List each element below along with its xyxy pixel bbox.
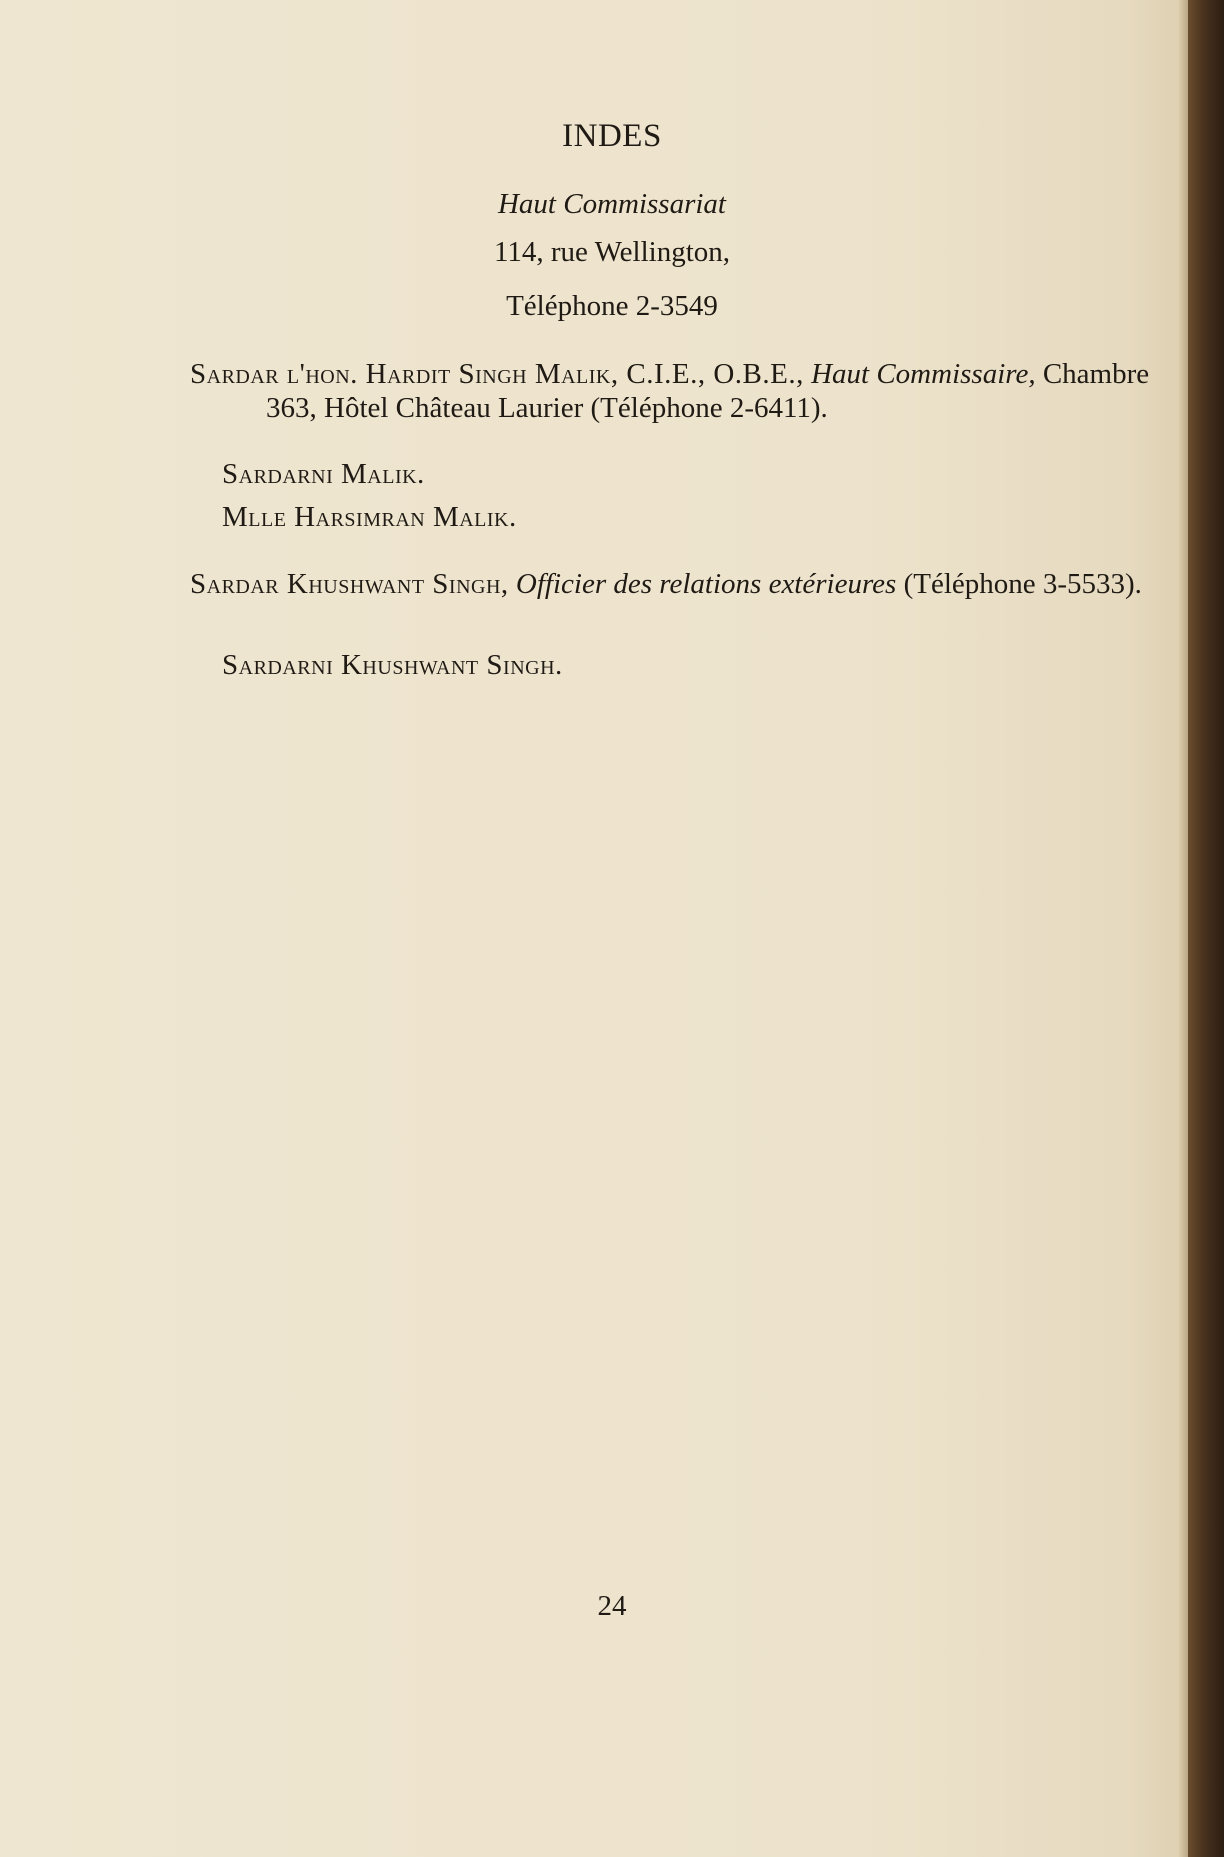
office-title: Haut Commissariat — [497, 188, 726, 220]
entry-harsimran-malik — [222, 500, 1127, 534]
entry-details: Chambre 363, Hôtel Château Laurier (Téléphone 2-6411). — [266, 358, 1150, 424]
entry-name: Sardarni Malik. — [222, 458, 425, 490]
entry-name: Sardarni Khushwant Singh. — [222, 649, 563, 681]
entry-role: Officier des relations extérieures — [515, 568, 897, 600]
page-number: 24 — [597, 1590, 627, 1622]
entry-hardit-singh-malik — [190, 357, 1171, 425]
book-binding-edge — [1188, 0, 1224, 1857]
entry-name: Mlle Harsimran Malik. — [222, 501, 517, 533]
entry-khushwant-singh — [190, 567, 1171, 601]
office-telephone: Téléphone 2-3549 — [506, 290, 718, 322]
country-heading: INDES — [562, 118, 662, 154]
entry-name: Sardar l'hon. Hardit Singh Malik, C.I.E., O.B.E., — [190, 358, 804, 390]
office-address: 114, rue Wellington, — [493, 236, 731, 268]
entry-sardarni-malik — [222, 457, 1127, 491]
entry-details: (Téléphone 3-5533). — [896, 568, 1142, 600]
entry-role: Haut Commissaire, — [811, 358, 1036, 390]
entry-sardarni-khushwant-singh — [222, 648, 1127, 682]
page-edge-shadow — [1178, 0, 1188, 1857]
entry-name: Sardar Khushwant Singh, — [190, 568, 509, 600]
